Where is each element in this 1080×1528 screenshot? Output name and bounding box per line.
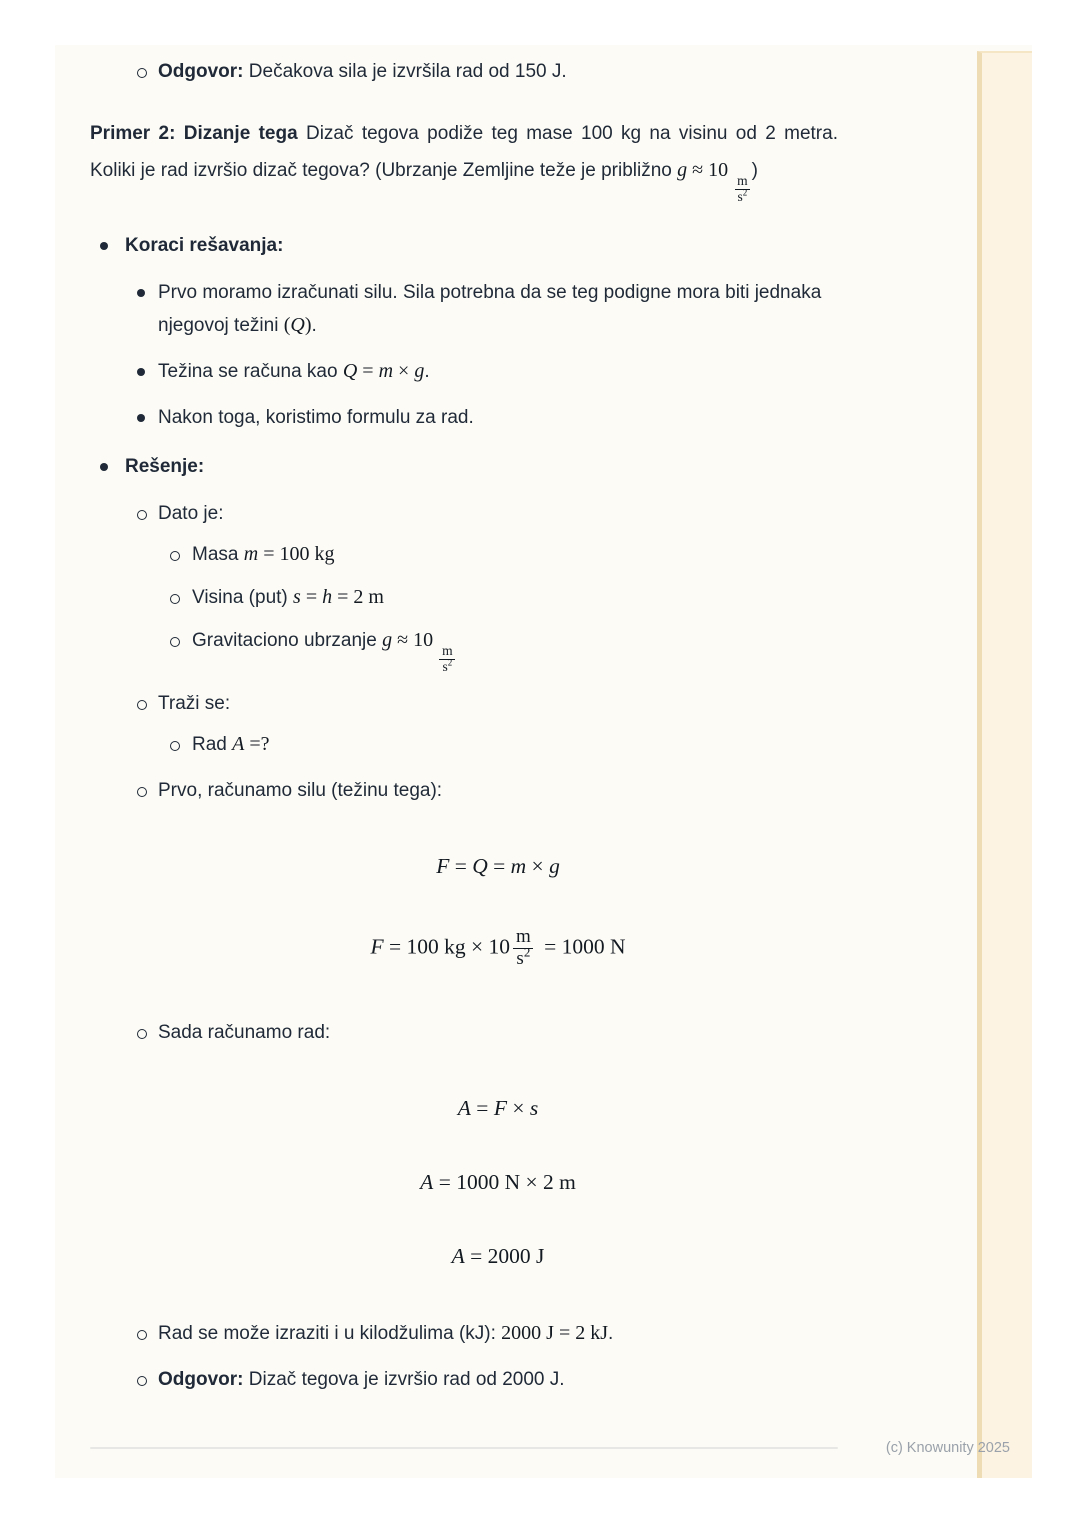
trazi-label: Traži se:	[158, 693, 231, 715]
inline-math: s = h = 2 m	[293, 585, 384, 608]
list-item	[158, 624, 838, 675]
inline-math: Q = m × g	[342, 359, 425, 382]
list-item-answer	[125, 1363, 838, 1396]
resenje-heading: Rešenje:	[125, 455, 205, 477]
inline-math: (Q)	[283, 313, 312, 336]
koraci-sublist	[125, 276, 838, 434]
primer2-body: Dizač tegova podiže teg mase 100 kg na visinu od 2 metra. Koliki je rad izvršio dizač tegova? (Ubrzanje Zemljine teže je približno	[90, 123, 838, 181]
fraction-m-s2	[439, 644, 456, 675]
list-item-dato	[125, 497, 838, 675]
list-item-trazi	[125, 687, 838, 761]
fraction-numerator: m	[515, 926, 531, 948]
formula-F-value	[158, 927, 838, 970]
item-text: Rad	[192, 734, 233, 756]
fraction-den-base: s	[737, 188, 743, 204]
list-item-koraci	[90, 229, 838, 434]
item-text: Nakon toga, koristimo formulu za rad.	[158, 406, 474, 428]
fraction-denominator	[735, 189, 751, 205]
fraction-den-base: s	[516, 948, 524, 970]
dato-label: Dato je:	[158, 502, 224, 524]
item-text: Rad se može izraziti i u kilodžulima (kJ):	[158, 1322, 502, 1344]
sila-label: Prvo, računamo silu (težinu tega):	[158, 780, 443, 802]
formula-tokens: A = 1000 N × 2 m	[420, 1170, 576, 1195]
fraction-den-base: s	[442, 658, 448, 674]
footer-divider	[90, 1447, 838, 1449]
list-item	[158, 581, 838, 614]
answer-text: Dizač tegova je izvršio rad od 2000 J.	[243, 1368, 565, 1390]
rad-label: Sada računamo rad:	[158, 1022, 331, 1044]
answer-label: Odgovor:	[158, 61, 244, 82]
formula-tokens: F = 100 kg × 10	[370, 934, 510, 959]
koraci-heading: Koraci rešavanja:	[125, 234, 284, 256]
list-item	[125, 276, 838, 342]
list-item	[158, 538, 838, 571]
fraction-m-s2	[513, 927, 534, 970]
formula-A-value	[158, 1169, 838, 1197]
list-item	[125, 355, 838, 388]
fraction-den-exponent: 2	[447, 657, 453, 668]
inline-math: A =?	[232, 733, 270, 756]
list-item	[158, 728, 838, 761]
answer-label: Odgovor:	[158, 1368, 244, 1390]
item-text: Visina (put)	[192, 586, 294, 608]
formula-A-result	[158, 1243, 838, 1271]
item-text-post: .	[608, 1322, 614, 1344]
answer-list	[90, 55, 838, 88]
inline-math: g ≈ 10	[382, 628, 439, 651]
fraction-denominator	[513, 944, 533, 970]
inline-math: 2000 J = 2 kJ	[501, 1321, 609, 1344]
primer2-title: Primer 2: Dizanje tega	[90, 123, 298, 144]
item-text-post: .	[424, 360, 430, 382]
fraction-denominator	[439, 659, 455, 675]
main-list	[90, 229, 838, 1396]
item-text: Prvo moramo izračunati silu. Sila potrebna da se teg podigne mora biti jednaka njegovoj težini	[158, 281, 822, 336]
list-item-kj	[125, 1317, 838, 1350]
answer-text: Dečakova sila je izvršila rad od 150 J.	[243, 61, 567, 82]
item-text: Masa	[192, 543, 244, 565]
primer2-close-paren: )	[751, 160, 758, 181]
formula-A-Fs	[158, 1095, 838, 1123]
formula-tokens: A = 2000 J	[451, 1243, 545, 1268]
formula-F-Q-mg	[158, 853, 838, 881]
footer-credit: (c) Knowunity 2025	[885, 1440, 1010, 1456]
formula-tokens: = 1000 N	[538, 934, 626, 959]
inline-math: m = 100 kg	[243, 542, 335, 565]
formula-tokens: F = Q = m × g	[436, 854, 560, 879]
footer	[90, 1440, 1010, 1456]
document-content	[90, 55, 838, 1412]
resenje-sublist	[125, 497, 838, 1396]
trazi-sublist	[158, 728, 838, 761]
list-item-resenje	[90, 450, 838, 1396]
document-card	[55, 45, 1032, 1478]
list-item-answer-prev	[90, 55, 838, 88]
dato-sublist	[158, 538, 838, 675]
fraction-den-exponent: 2	[523, 944, 531, 960]
page-edge-stripe	[977, 51, 1032, 1478]
item-text-post: .	[311, 314, 317, 336]
list-item-rad	[125, 1016, 838, 1271]
item-text: Težina se računa kao	[158, 360, 343, 382]
inline-math-g: g ≈ 10	[677, 159, 734, 181]
fraction-m-s2	[734, 174, 751, 205]
item-text: Gravitaciono ubrzanje	[192, 629, 383, 651]
fraction-numerator: m	[442, 642, 453, 658]
primer2-paragraph	[90, 116, 838, 205]
formula-tokens: A = F × s	[457, 1096, 539, 1121]
list-item	[125, 401, 838, 434]
fraction-den-exponent: 2	[742, 187, 748, 198]
list-item-sila	[125, 774, 838, 970]
fraction-numerator: m	[737, 173, 748, 188]
